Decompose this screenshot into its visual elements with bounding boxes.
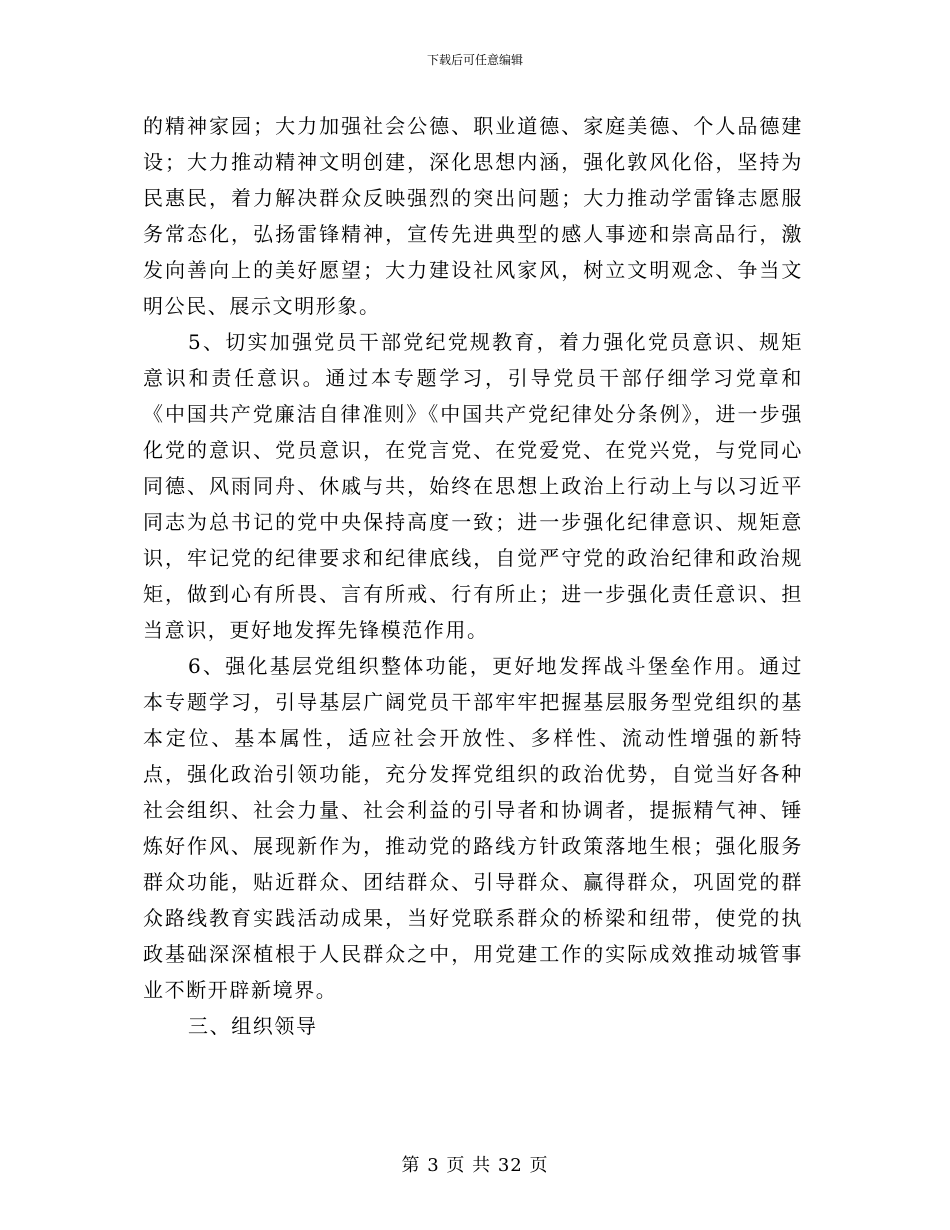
paragraph-continuation: 的精神家园；大力加强社会公德、职业道德、家庭美德、个人品德建设；大力推动精神文明创建，深化思想内涵，强化敦风化俗，坚持为民惠民，着力解决群众反映强烈的突出问题；大力推动学雷锋志愿服务常态化，弘扬雷锋精神，宣传先进典型的感人事迹和崇高品行，激发向善向上的美好愿望；大力建设社风家风，树立文明观念、争当文明公民、展示文明形象。 [143,114,803,318]
page-number-footer: 第 3 页 共 32 页 [401,1155,549,1176]
paragraph-item-6: 6、强化基层党组织整体功能，更好地发挥战斗堡垒作用。通过本专题学习，引导基层广阔党员干部牢牢把握基层服务型党组织的基本定位、基本属性，适应社会开放性、多样性、流动性增强的新特点，强化政治引领功能，充分发挥党组织的政治优势，自觉当好各种社会组织、社会力量、社会利益的引导者和协调者，提振精气神、锤炼好作风、展现新作为，推动党的路线方针政策落地生根；强化服务群众功能，贴近群众、团结群众、引导群众、赢得群众，巩固党的群众路线教育实践活动成果，当好党联系群众的桥梁和纽带，使党的执政基础深深植根于人民群众之中，用党建工作的实际成效推动城管事业不断开辟新境界。 [143,654,803,1002]
paragraph-item-5: 5、切实加强党员干部党纪党规教育，着力强化党员意识、规矩意识和责任意识。通过本专题学习，引导党员干部仔细学习党章和《中国共产党廉洁自律准则》《中国共产党纪律处分条例》，进一步强化党的意识、党员意识，在党言党、在党爱党、在党兴党，与党同心同德、风雨同舟、休戚与共，始终在思想上政治上行动上与以习近平同志为总书记的党中央保持高度一致；进一步强化纪律意识、规矩意识，牢记党的纪律要求和纪律底线，自觉严守党的政治纪律和政治规矩，做到心有所畏、言有所戒、行有所止；进一步强化责任意识、担当意识，更好地发挥先锋模范作用。 [143,330,803,642]
document-body [143,108,803,1044]
page-header: 下载后可任意编辑 [426,53,523,67]
section-heading-organization: 三、组织领导 [188,1014,318,1038]
